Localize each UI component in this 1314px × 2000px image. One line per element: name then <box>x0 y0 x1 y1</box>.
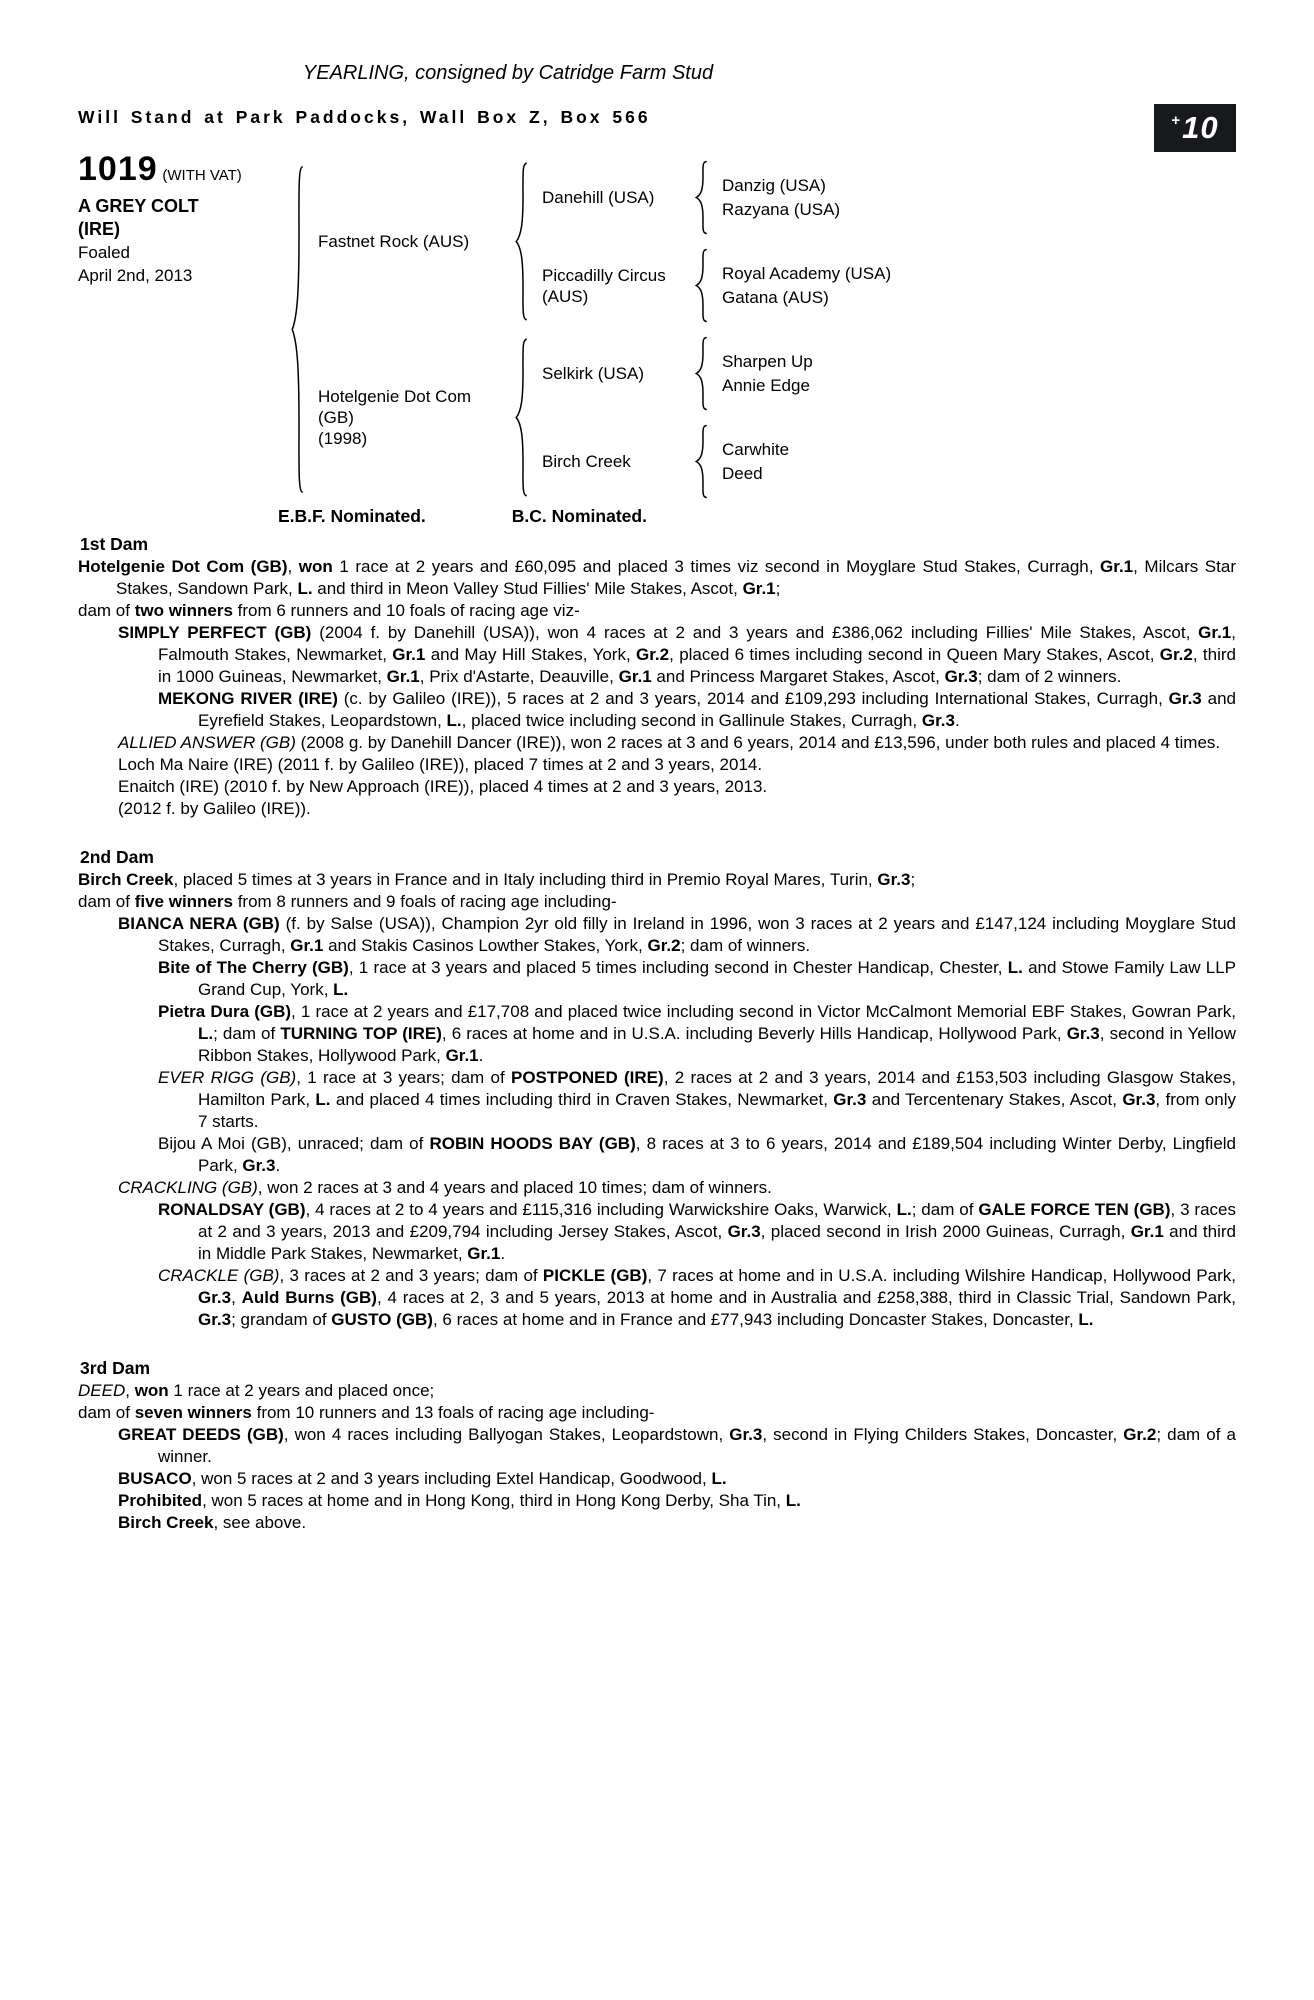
text-run: EVER RIGG (GB) <box>158 1068 297 1087</box>
pedigree-paragraph <box>78 732 1236 754</box>
text-run: Gr.2 <box>647 936 681 955</box>
pedigree-paragraph <box>78 1265 1236 1331</box>
text-run: . <box>275 1156 281 1175</box>
pedigree-paragraph <box>78 1490 1236 1512</box>
text-run: GALE FORCE TEN (GB) <box>978 1200 1171 1219</box>
dam-family <box>318 334 957 501</box>
sire-name: Fastnet Rock (AUS) <box>318 232 470 251</box>
great-grandparent-name: Gatana (AUS) <box>722 288 829 307</box>
text-run: Pietra Dura (GB) <box>158 1002 292 1021</box>
dam-name-line: Hotelgenie Dot Com <box>318 387 472 406</box>
pedigree-paragraph <box>78 1380 1236 1402</box>
ebf-nominated: E.B.F. Nominated. <box>278 506 426 526</box>
text-run: Gr.1 <box>742 579 776 598</box>
text-run: Gr.3 <box>1066 1024 1100 1043</box>
pedigree-brace <box>694 160 712 235</box>
text-run: , see above. <box>213 1513 307 1532</box>
text-run: ; <box>775 579 781 598</box>
dam-dam-family <box>542 422 957 501</box>
text-run: POSTPONED (IRE) <box>510 1068 664 1087</box>
dam-name-line: (1998) <box>318 429 368 448</box>
dam-name <box>318 386 514 449</box>
pedigree-paragraph <box>78 1512 1236 1534</box>
lot-description: A GREY COLT <box>78 196 199 216</box>
text-run: from 6 runners and 10 foals of racing age viz- <box>232 601 580 620</box>
great-grandparents <box>722 350 957 398</box>
text-run: (f. by Salse (USA)), Champion 2yr old filly in Ireland in 1996, won 3 races at 2 years and £147,124 including Moyglare Stud Stakes, Curragh, <box>158 914 1236 955</box>
text-run: Gr.3 <box>1122 1090 1156 1109</box>
text-run: Auld Burns (GB) <box>241 1288 377 1307</box>
text-run: ; dam of <box>213 1024 281 1043</box>
text-run: L. <box>315 1090 331 1109</box>
pedigree-paragraph <box>78 1177 1236 1199</box>
pedigree-paragraph <box>78 622 1236 688</box>
text-run: , won 4 races including Ballyogan Stakes, Leopardstown, <box>283 1425 730 1444</box>
text-run: , Milcars Star Stakes, Sandown Park, <box>116 557 1236 598</box>
section-3rd-dam <box>78 1357 1236 1534</box>
text-run: , placed twice including second in Gallinule Stakes, Curragh, <box>461 711 922 730</box>
text-run: ROBIN HOODS BAY (GB) <box>429 1134 636 1153</box>
pedigree-paragraph <box>78 957 1236 1001</box>
dam-sire-family <box>542 334 957 413</box>
text-run: ; dam of <box>911 1200 979 1219</box>
pedigree-paragraph <box>78 869 1236 891</box>
text-run: , 1 race at 3 years; dam of <box>296 1068 511 1087</box>
section-paragraphs <box>78 869 1236 1331</box>
generation-1-column <box>318 158 957 501</box>
great-grandparent-name: Royal Academy (USA) <box>722 264 892 283</box>
text-run: Hotelgenie Dot Com (GB) <box>78 557 288 576</box>
section-1st-dam <box>78 533 1236 820</box>
text-run: , <box>287 557 299 576</box>
text-run: Prohibited <box>118 1491 203 1510</box>
text-run: and placed 4 times including third in Craven Stakes, Newmarket, <box>330 1090 834 1109</box>
text-run: L. <box>1007 958 1023 977</box>
text-run: , <box>125 1381 135 1400</box>
text-run: and third in Meon Valley Stud Fillies' Mile Stakes, Ascot, <box>312 579 743 598</box>
text-run: Gr.3 <box>833 1090 867 1109</box>
text-run: Gr.3 <box>877 870 911 889</box>
great-grandparent-name: Annie Edge <box>722 376 810 395</box>
text-run: Gr.3 <box>242 1156 276 1175</box>
sire-dam-family <box>542 246 957 325</box>
consignor-line: YEARLING, consigned by Catridge Farm Stud <box>302 62 714 84</box>
pedigree-paragraph <box>78 1402 1236 1424</box>
text-run: Gr.3 <box>198 1288 232 1307</box>
text-run: and May Hill Stakes, York, <box>425 645 637 664</box>
text-run: from 8 runners and 9 foals of racing age including- <box>232 892 617 911</box>
great-grandparents <box>722 174 957 222</box>
text-run: , 3 races at 2 and 3 years, 2013 and £209,794 including Jersey Stakes, Ascot, <box>198 1200 1236 1241</box>
pedigree-brace <box>694 336 712 411</box>
text-run: , Falmouth Stakes, Newmarket, <box>158 623 1236 664</box>
text-run: Gr.2 <box>1123 1425 1157 1444</box>
text-run: and Princess Margaret Stakes, Ascot, <box>651 667 945 686</box>
text-run: ALLIED ANSWER (GB) <box>118 733 296 752</box>
text-run: . <box>500 1244 506 1263</box>
text-run: Gr.1 <box>1198 623 1232 642</box>
pedigree-brace <box>694 424 712 499</box>
pedigree-paragraph <box>78 1067 1236 1133</box>
pedigree-paragraph <box>78 891 1236 913</box>
text-run: , third in 1000 Guineas, Newmarket, <box>158 645 1236 686</box>
great-grandparents <box>722 438 957 486</box>
pedigree-paragraph <box>78 1199 1236 1265</box>
text-run: L. <box>297 579 313 598</box>
text-run: Gr.1 <box>445 1046 479 1065</box>
lot-country: (IRE) <box>78 219 120 239</box>
great-grandparent-name: Razyana (USA) <box>722 200 841 219</box>
pedigree-paragraph <box>78 556 1236 600</box>
great-grandparent-name: Deed <box>722 464 763 483</box>
text-run: , second in Yellow Ribbon Stakes, Hollywood Park, <box>198 1024 1236 1065</box>
foaled-label: Foaled <box>78 243 130 262</box>
text-run: RONALDSAY (GB) <box>158 1200 306 1219</box>
text-run: L. <box>785 1491 801 1510</box>
great-grandparent-name: Sharpen Up <box>722 352 813 371</box>
text-run: Gr.1 <box>467 1244 501 1263</box>
text-run: TURNING TOP (IRE) <box>280 1024 442 1043</box>
text-run: Gr.3 <box>921 711 955 730</box>
text-run: dam of <box>78 601 135 620</box>
pedigree-brace-main <box>290 160 308 499</box>
text-run: Birch Creek <box>78 870 174 889</box>
text-run: dam of <box>78 1403 135 1422</box>
text-run: , placed second in Irish 2000 Guineas, Curragh, <box>760 1222 1131 1241</box>
text-run: Gr.3 <box>198 1310 232 1329</box>
text-run: won <box>298 557 333 576</box>
section-heading: 2nd Dam <box>80 847 154 867</box>
text-run: two winners <box>134 601 233 620</box>
pedigree-paragraph <box>78 600 1236 622</box>
text-run: ; grandam of <box>231 1310 332 1329</box>
pedigree-brace <box>694 248 712 323</box>
sire-sire-family <box>542 158 957 237</box>
section-heading: 1st Dam <box>80 534 149 554</box>
text-run: DEED <box>78 1381 126 1400</box>
text-run: won <box>134 1381 169 1400</box>
section-paragraphs <box>78 556 1236 820</box>
text-run: Enaitch (IRE) (2010 f. by New Approach (IRE)), placed 4 times at 2 and 3 years, 2013. <box>118 777 768 796</box>
text-run: Gr.3 <box>944 667 978 686</box>
text-run: , from only 7 starts. <box>198 1090 1236 1131</box>
text-run: L. <box>711 1469 727 1488</box>
text-run: , 1 race at 3 years and placed 5 times including second in Chester Handicap, Chester, <box>348 958 1008 977</box>
text-run: , placed 6 times including second in Queen Mary Stakes, Ascot, <box>669 645 1160 664</box>
text-run: L. <box>333 980 349 999</box>
text-run: L. <box>446 711 462 730</box>
text-run: , 4 races at 2 to 4 years and £115,316 including Warwickshire Oaks, Warwick, <box>305 1200 897 1219</box>
pedigree-tree <box>78 150 1236 501</box>
text-run: Birch Creek <box>118 1513 214 1532</box>
text-run: GREAT DEEDS (GB) <box>118 1425 284 1444</box>
dam-name-line: (GB) <box>318 408 354 427</box>
text-run: Gr.1 <box>386 667 420 686</box>
text-run: , won 5 races at 2 and 3 years including Extel Handicap, Goodwood, <box>191 1469 712 1488</box>
text-run: ; <box>910 870 916 889</box>
text-run: , won 5 races at home and in Hong Kong, third in Hong Kong Derby, Sha Tin, <box>202 1491 786 1510</box>
stand-location-line: Will Stand at Park Paddocks, Wall Box Z, Box 566 <box>78 107 651 127</box>
text-run: , 8 races at 3 to 6 years, 2014 and £189,504 including Winter Derby, Lingfield Park, <box>198 1134 1237 1175</box>
text-run: Bite of The Cherry (GB) <box>158 958 349 977</box>
text-run: , 3 races at 2 and 3 years; dam of <box>279 1266 543 1285</box>
text-run: Bijou A Moi (GB), unraced; dam of <box>158 1134 430 1153</box>
text-run: Gr.1 <box>1130 1222 1164 1241</box>
text-run: from 10 runners and 13 foals of racing age including- <box>251 1403 655 1422</box>
text-run: BIANCA NERA (GB) <box>118 914 280 933</box>
text-run: , 1 race at 2 years and £17,708 and placed twice including second in Victor McCalmont Memorial EBF Stakes, Gowran Park, <box>291 1002 1237 1021</box>
text-run: Gr.1 <box>618 667 652 686</box>
pedigree-text <box>78 533 1236 1534</box>
text-run: dam of <box>78 892 135 911</box>
text-run: and Stakis Casinos Lowther Stakes, York, <box>323 936 648 955</box>
lot-number-line <box>78 150 290 188</box>
text-run: Gr.2 <box>636 645 670 664</box>
text-run: ; dam of a winner. <box>158 1425 1236 1466</box>
text-run: L. <box>896 1200 912 1219</box>
text-run: MEKONG RIVER (IRE) <box>158 689 338 708</box>
text-run: SIMPLY PERFECT (GB) <box>118 623 312 642</box>
pedigree-paragraph <box>78 1001 1236 1067</box>
text-run: BUSACO <box>118 1469 192 1488</box>
dam-sire-name: Selkirk (USA) <box>542 364 645 383</box>
text-run: L. <box>198 1024 214 1043</box>
pedigree-paragraph <box>78 1133 1236 1177</box>
text-run: CRACKLE (GB) <box>158 1266 280 1285</box>
text-run: , second in Flying Childers Stakes, Doncaster, <box>762 1425 1124 1444</box>
text-run: and Eyrefield Stakes, Leopardstown, <box>198 689 1237 730</box>
pedigree-paragraph <box>78 798 1236 820</box>
plus-icon: + <box>1171 112 1181 129</box>
text-run: , placed 5 times at 3 years in France and in Italy including third in Premio Royal Mares, Turin, <box>173 870 878 889</box>
text-run: , Prix d'Astarte, Deauville, <box>419 667 619 686</box>
text-run: and third in Middle Park Stakes, Newmarket, <box>198 1222 1236 1263</box>
text-run: , 4 races at 2, 3 and 5 years, 2013 at home and in Australia and £258,388, third in Classic Trial, Sandown Park, <box>376 1288 1236 1307</box>
text-run: 1 race at 2 years and placed once; <box>168 1381 435 1400</box>
text-run: ; dam of 2 winners. <box>977 667 1122 686</box>
text-run: seven winners <box>134 1403 252 1422</box>
pedigree-paragraph <box>78 1424 1236 1468</box>
great-grandparent-name: Danzig (USA) <box>722 176 826 195</box>
text-run: Gr.3 <box>727 1222 761 1241</box>
section-paragraphs <box>78 1380 1236 1534</box>
section-heading: 3rd Dam <box>80 1358 151 1378</box>
text-run: Loch Ma Naire (IRE) (2011 f. by Galileo (IRE)), placed 7 times at 2 and 3 years, 2014. <box>118 755 763 774</box>
pedigree-paragraph <box>78 754 1236 776</box>
text-run: Gr.2 <box>1159 645 1193 664</box>
lot-block <box>78 150 290 501</box>
pedigree-paragraph <box>78 688 1236 732</box>
text-run: PICKLE (GB) <box>542 1266 648 1285</box>
bc-nominated: B.C. Nominated. <box>511 506 647 526</box>
text-run: and Stowe Family Law LLP Grand Cup, York, <box>198 958 1237 999</box>
text-run: , 7 races at home and in U.S.A. including Wilshire Handicap, Hollywood Park, <box>647 1266 1236 1285</box>
text-run: and Tercentenary Stakes, Ascot, <box>866 1090 1123 1109</box>
text-run: Gr.3 <box>1168 689 1202 708</box>
text-run: , <box>231 1288 242 1307</box>
sire-family <box>318 158 957 325</box>
text-run: Gr.1 <box>1100 557 1134 576</box>
text-run: , 6 races at home and in U.S.A. including Beverly Hills Handicap, Hollywood Park, <box>441 1024 1067 1043</box>
text-run: , 6 races at home and in France and £77,943 including Doncaster Stakes, Doncaster, <box>432 1310 1079 1329</box>
text-run: (2004 f. by Danehill (USA)), won 4 races at 2 and 3 years and £386,062 including Fillies' Mile Stakes, Ascot, <box>311 623 1199 642</box>
lot-number: 1019 <box>78 150 158 188</box>
section-2nd-dam <box>78 846 1236 1331</box>
nomination-line <box>278 505 1236 527</box>
sale-logo-number: 10 <box>1182 110 1219 145</box>
text-run: Gr.1 <box>392 645 426 664</box>
text-run: L. <box>1078 1310 1094 1329</box>
great-grandparent-name: Carwhite <box>722 440 790 459</box>
text-run: five winners <box>134 892 233 911</box>
dam-parents-column <box>542 334 957 501</box>
text-run: (2008 g. by Danehill Dancer (IRE)), won 2 races at 3 and 6 years, 2014 and £13,596, under both rules and placed 4 times. <box>295 733 1221 752</box>
dam-dam-name: Birch Creek <box>542 452 631 471</box>
text-run: , won 2 races at 3 and 4 years and placed 10 times; dam of winners. <box>257 1178 772 1197</box>
pedigree-brace-sire <box>514 160 532 323</box>
text-run: (2012 f. by Galileo (IRE)). <box>118 799 311 818</box>
text-run: ; dam of winners. <box>680 936 811 955</box>
foaled-date: April 2nd, 2013 <box>78 266 193 285</box>
sire-sire-name: Danehill (USA) <box>542 188 655 207</box>
pedigree-brace-dam <box>514 336 532 499</box>
text-run: . <box>478 1046 484 1065</box>
text-run: Gr.3 <box>729 1425 763 1444</box>
text-run: Gr.1 <box>290 936 324 955</box>
text-run: 1 race at 2 years and £60,095 and placed 3 times viz second in Moyglare Stud Stakes, Curragh, <box>332 557 1101 576</box>
vat-note: (WITH VAT) <box>162 167 242 184</box>
text-run: GUSTO (GB) <box>331 1310 433 1329</box>
great-grandparents <box>722 262 957 310</box>
pedigree-paragraph <box>78 776 1236 798</box>
text-run: CRACKLING (GB) <box>118 1178 258 1197</box>
pedigree-paragraph <box>78 913 1236 957</box>
sale-logo <box>1154 104 1236 152</box>
text-run: , 2 races at 2 and 3 years, 2014 and £153,503 including Glasgow Stakes, Hamilton Park, <box>198 1068 1237 1109</box>
text-run: . <box>954 711 960 730</box>
text-run: (c. by Galileo (IRE)), 5 races at 2 and 3 years, 2014 and £109,293 including International Stakes, Curragh, <box>337 689 1169 708</box>
sire-dam-name: Piccadilly Circus (AUS) <box>542 265 666 306</box>
pedigree-paragraph <box>78 1468 1236 1490</box>
sire-parents-column <box>542 158 957 325</box>
